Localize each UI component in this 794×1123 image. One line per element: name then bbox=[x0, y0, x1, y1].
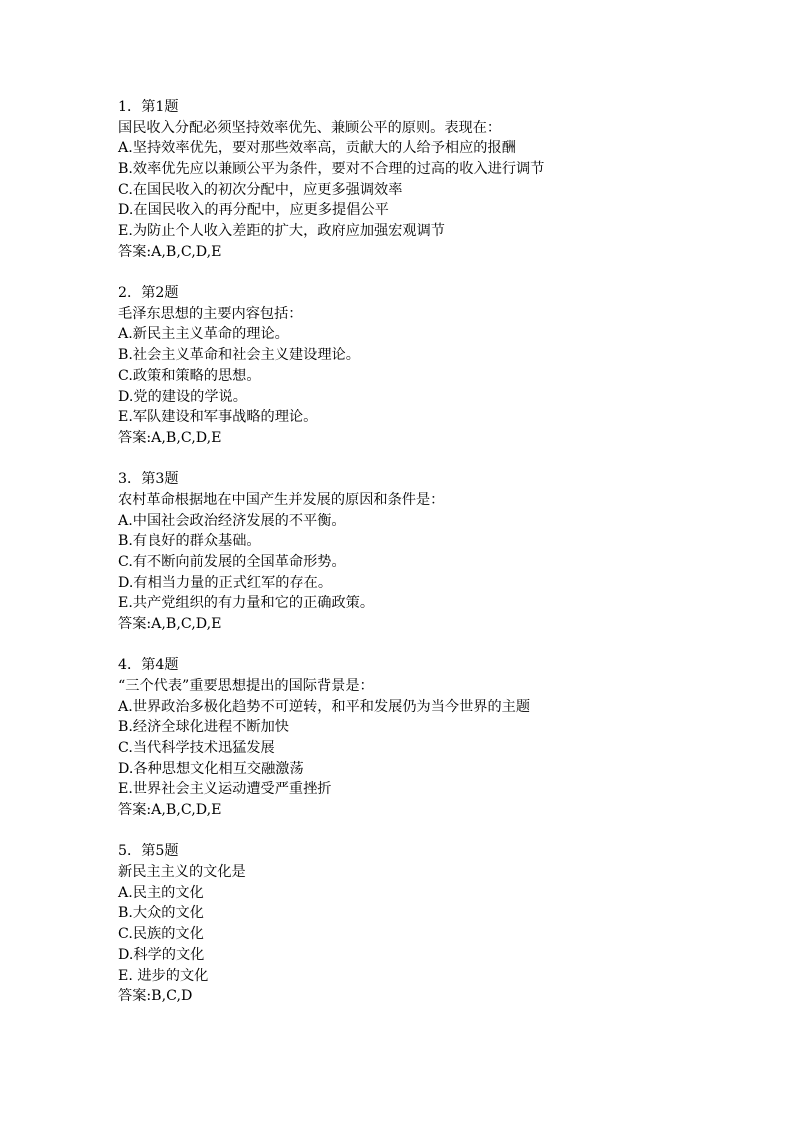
option-e: E.军队建设和军事战略的理论。 bbox=[118, 409, 318, 426]
option-b: B.效率优先应以兼顾公平为条件，要对不合理的过高的收入进行调节 bbox=[118, 161, 545, 178]
option-a: A.坚持效率优先，要对那些效率高，贡献大的人给予相应的报酬 bbox=[118, 140, 516, 157]
answer-line: 答案:A,B,C,D,E bbox=[118, 616, 222, 632]
question-stem: 国民收入分配必须坚持效率优先、兼顾公平的原则。表现在： bbox=[118, 119, 502, 136]
question-2 bbox=[118, 283, 738, 449]
question-header: 2．第2题 bbox=[118, 285, 179, 302]
option-e: E.世界社会主义运动遭受严重挫折 bbox=[118, 781, 332, 798]
question-4 bbox=[118, 655, 738, 821]
answer-line: 答案:B,C,D bbox=[118, 988, 193, 1005]
option-b: B.经济全球化进程不断加快 bbox=[118, 719, 289, 736]
question-stem: 农村革命根据地在中国产生并发展的原因和条件是： bbox=[118, 491, 445, 508]
option-b: B.有良好的群众基础。 bbox=[118, 533, 261, 550]
option-a: A.民主的文化 bbox=[118, 884, 204, 901]
option-a: A.世界政治多极化趋势不可逆转，和平和发展仍为当今世界的主题 bbox=[118, 698, 531, 715]
option-c: C.政策和策略的思想。 bbox=[118, 367, 261, 384]
option-d: D.党的建设的学说。 bbox=[118, 388, 247, 405]
option-a: A.新民主主义革命的理论。 bbox=[118, 326, 289, 343]
option-b: B.社会主义革命和社会主义建设理论。 bbox=[118, 347, 360, 364]
question-stem: “三个代表”重要思想提出的国际背景是： bbox=[118, 677, 374, 694]
option-c: C.在国民收入的初次分配中，应更多强调效率 bbox=[118, 181, 403, 198]
option-d: D.各种思想文化相互交融激荡 bbox=[118, 760, 304, 777]
option-a: A.中国社会政治经济发展的不平衡。 bbox=[118, 512, 346, 529]
question-header: 4．第4题 bbox=[118, 657, 179, 674]
option-b: B.大众的文化 bbox=[118, 905, 204, 922]
answer-line: 答案:A,B,C,D,E bbox=[118, 243, 222, 260]
option-d: D.在国民收入的再分配中，应更多提倡公平 bbox=[118, 202, 389, 219]
document-page bbox=[118, 97, 738, 1027]
question-header: 3．第3题 bbox=[118, 471, 179, 488]
question-5 bbox=[118, 841, 738, 1007]
option-c: C.当代科学技术迅猛发展 bbox=[118, 740, 275, 757]
question-stem: 新民主主义的文化是 bbox=[118, 864, 246, 881]
option-d: D.科学的文化 bbox=[118, 946, 205, 963]
answer-line: 答案:A,B,C,D,E bbox=[118, 802, 222, 819]
question-stem: 毛泽东思想的主要内容包括： bbox=[118, 305, 303, 322]
question-3 bbox=[118, 469, 738, 635]
question-header: 5．第5题 bbox=[118, 843, 179, 860]
option-d: D.有相当力量的正式红军的存在。 bbox=[118, 574, 333, 591]
question-1 bbox=[118, 97, 738, 263]
option-e: E.共产党组织的有力量和它的正确政策。 bbox=[118, 595, 375, 612]
option-e: E. 进步的文化 bbox=[118, 967, 209, 984]
option-c: C.有不断向前发展的全国革命形势。 bbox=[118, 553, 346, 570]
option-c: C.民族的文化 bbox=[118, 926, 204, 943]
option-e: E.为防止个人收入差距的扩大，政府应加强宏观调节 bbox=[118, 223, 445, 240]
answer-line: 答案:A,B,C,D,E bbox=[118, 429, 222, 446]
question-header: 1．第1题 bbox=[118, 99, 179, 115]
